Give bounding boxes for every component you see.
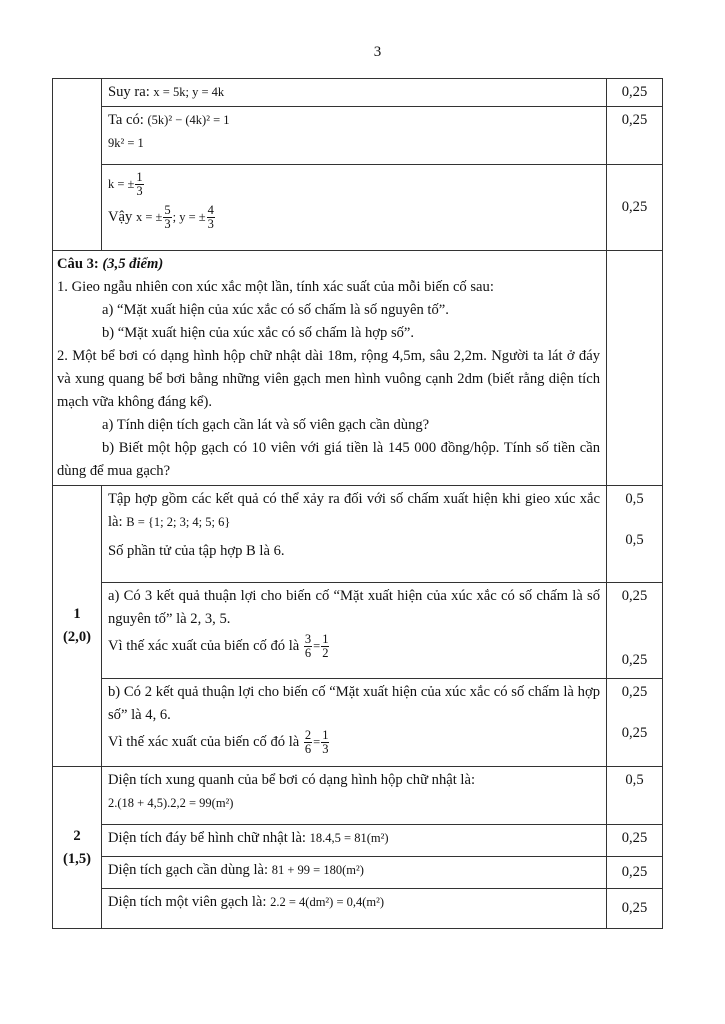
fraction-1-3 (321, 729, 329, 756)
part1-b-cell (102, 583, 607, 679)
question-part2: 2. Một bể bơi có dạng hình hộp chữ nhật dài 18m, rộng 4,5m, sâu 2,2m. Người ta lát ở đáy và xung quang bể bơi bằng những viên gạch men hình vuông cạnh 2dm (biết rằng diện tích mạch vữa không đáng kể). (57, 348, 600, 410)
score-cell (607, 165, 663, 251)
question-title: Câu 3: (57, 256, 99, 272)
empty-score-cell (607, 251, 663, 486)
frac-den: 6 (304, 646, 312, 660)
frac-num: 1 (322, 632, 329, 646)
ta-co-cell (102, 107, 607, 165)
vay-label: Vậy (108, 208, 133, 225)
score-cell (607, 679, 663, 767)
part1-number: 1 (73, 606, 81, 622)
score-value: 0,25 (621, 588, 648, 604)
empty-cell (53, 79, 102, 251)
page-number: 3 (373, 44, 382, 60)
answer-table (52, 78, 663, 929)
part2-r1-cell (102, 767, 607, 825)
score-value: 0,25 (621, 652, 648, 668)
set-b: B = {1; 2; 3; 4; 5; 6} (126, 515, 231, 529)
question-cell (53, 251, 607, 486)
table-row (53, 857, 663, 889)
question-part1: 1. Gieo ngẫu nhiên con xúc xắc một lần, tính xác suất của mỗi biến cố sau: (57, 279, 494, 295)
fraction-2-6 (304, 729, 312, 756)
table-row (53, 165, 663, 251)
frac-num: 1 (322, 728, 329, 742)
score-value: 0,25 (621, 684, 648, 700)
x-den: 3 (164, 217, 171, 231)
suy-ra-cell (102, 79, 607, 107)
table-row (53, 889, 663, 929)
suy-ra-math: x = 5k; y = 4k (153, 85, 225, 99)
score-value: 0,5 (625, 532, 644, 548)
part2-r4-cell (102, 889, 607, 929)
part2-number: 2 (73, 827, 81, 844)
score-cell (607, 583, 663, 679)
question-points: (3,5 điểm) (102, 256, 164, 272)
frac-den: 6 (304, 742, 312, 756)
ta-co-math1: (5k)² − (4k)² = 1 (147, 113, 230, 127)
table-row (53, 825, 663, 857)
fraction-3-6 (304, 633, 312, 660)
score-cell: 0,25 (607, 107, 663, 165)
part2-r4-math: 2.2 = 4(dm²) = 0,4(m²) (270, 895, 385, 909)
part1-c-prob: Vì thế xác xuất của biến cố đó là (108, 733, 300, 750)
table-row (53, 79, 663, 107)
score-value: 0,25 (621, 900, 648, 916)
y-den: 3 (207, 217, 214, 231)
part2-r4-text: Diện tích một viên gạch là: (108, 894, 267, 910)
question-part1b: b) “Mặt xuất hiện của xúc xắc có số chấm là hợp số”. (102, 325, 415, 341)
part2-r1-math: 2.(18 + 4,5).2,2 = 99(m²) (108, 796, 234, 810)
frac-den: 3 (322, 742, 329, 756)
x-fraction (163, 204, 171, 231)
frac-num: 3 (304, 632, 312, 646)
part2-r2-cell (102, 825, 607, 857)
y-num: 4 (207, 203, 214, 217)
part1-label-cell (53, 486, 102, 767)
table-row (53, 679, 663, 767)
part1-a-text2: Số phần tử của tập hợp B là 6. (108, 543, 285, 559)
frac-num: 2 (304, 728, 312, 742)
score-value: 0,5 (625, 491, 644, 507)
score-cell: 0,25 (607, 79, 663, 107)
question-part2b: b) Biết một hộp gạch có 10 viên với giá tiền là 145 000 đồng/hộp. Tính số tiền cần dùng để mua gạch? (57, 440, 600, 479)
table-row (53, 251, 663, 486)
k-num: 1 (136, 170, 143, 184)
part2-r1-text: Diện tích xung quanh của bể bơi có dạng hình hộp chữ nhật là: (108, 772, 476, 788)
table-row (53, 583, 663, 679)
part2-r2-text: Diện tích đáy bể hình chữ nhật là: (108, 830, 306, 846)
table-row (53, 767, 663, 825)
part2-r3-text: Diện tích gạch cần dùng là: (108, 862, 269, 878)
equals: = (313, 638, 321, 653)
fraction-1-2 (321, 633, 329, 660)
score-cell: 0,5 (607, 767, 663, 825)
part1-a-text1: Tập hợp gồm các kết quả có thể xảy ra đối với số chấm xuất hiện khi gieo xúc xắc là: (108, 491, 600, 530)
part2-r3-math: 81 + 99 = 180(m²) (271, 863, 364, 877)
part1-c-cell (102, 679, 607, 767)
part1-a-cell (102, 486, 607, 583)
equals: = (313, 734, 321, 749)
score-cell: 0,25 (607, 825, 663, 857)
k-den: 3 (136, 184, 143, 198)
ta-co-math2: 9k² = 1 (108, 136, 144, 150)
y-fraction (207, 204, 215, 231)
score-cell (607, 889, 663, 929)
part1-b-text: a) Có 3 kết quả thuận lợi cho biến cố “Mặt xuất hiện của xúc xắc có số chấm là số nguyên tố” là 2, 3, 5. (108, 588, 600, 627)
part1-c-text: b) Có 2 kết quả thuận lợi cho biến cố “Mặt xuất hiện của xúc xắc có số chấm là hợp số” là 4, 6. (108, 684, 600, 723)
y-prefix: ; y = ± (172, 209, 206, 224)
suy-ra-label: Suy ra: (108, 84, 150, 100)
part1-points: (2,0) (63, 629, 91, 645)
x-num: 5 (164, 203, 171, 217)
part2-label-cell (53, 767, 102, 929)
k-prefix: k = ± (108, 176, 135, 191)
score-cell (607, 486, 663, 583)
part1-b-prob: Vì thế xác xuất của biến cố đó là (108, 637, 300, 654)
k-fraction (135, 171, 143, 198)
part2-r3-cell (102, 857, 607, 889)
score-value: 0,25 (621, 725, 648, 741)
part2-points: (1,5) (63, 850, 91, 867)
table-row (53, 107, 663, 165)
k-row-cell (102, 165, 607, 251)
x-prefix: x = ± (135, 209, 163, 224)
score-cell (607, 857, 663, 889)
ta-co-label: Ta có: (108, 112, 144, 128)
part2-r2-math: 18.4,5 = 81(m²) (309, 831, 389, 845)
frac-den: 2 (322, 646, 329, 660)
score-value: 0,25 (621, 199, 648, 215)
question-part2a: a) Tính diện tích gạch cần lát và số viên gạch cần dùng? (102, 417, 430, 433)
table-row (53, 486, 663, 583)
question-part1a: a) “Mặt xuất hiện của xúc xắc có số chấm là số nguyên tố”. (102, 302, 449, 318)
score-value: 0,25 (621, 864, 648, 880)
